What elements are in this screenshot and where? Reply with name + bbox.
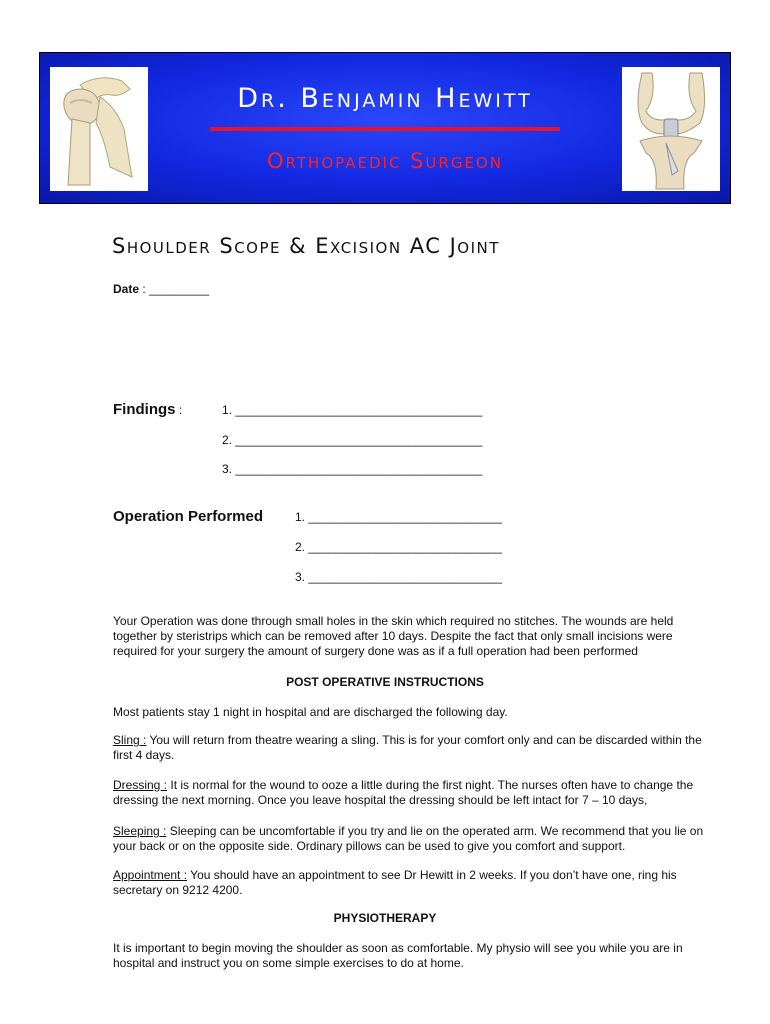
knee-joint-illustration (622, 67, 720, 191)
appointment-label: Appointment : (113, 868, 188, 882)
header-banner (39, 52, 731, 204)
page-title: Shoulder Scope & Excision AC Joint (112, 234, 500, 258)
doctor-name: Dr. Benjamin Hewitt (237, 83, 533, 114)
sleeping-paragraph (113, 824, 713, 854)
physiotherapy-heading: PHYSIOTHERAPY (333, 911, 437, 925)
findings-label-text: Findings (113, 401, 176, 418)
sleeping-text: Sleeping can be uncomfortable if you try and lie on the operated arm. We recommend that you lie on your back or on the opposite side. Ordinary pillows can be used to give you comfort and support. (113, 824, 704, 853)
findings-colon: : (175, 403, 183, 417)
operation-line-1[interactable]: 1. _____________________________ (295, 510, 502, 524)
dressing-paragraph (113, 778, 713, 808)
hospital-stay-text: Most patients stay 1 night in hospital and are discharged the following day. (113, 705, 508, 719)
appointment-paragraph (113, 868, 713, 898)
dressing-text: It is normal for the wound to ooze a little during the first night. The nurses often have to change the dressing the next morning. Once you leave hospital the dressing should be left intact for 7 – 10 days, (113, 778, 694, 807)
sling-paragraph (113, 733, 713, 763)
date-blank: : _________ (142, 282, 210, 296)
findings-line-1[interactable]: 1. _____________________________________ (222, 403, 483, 417)
red-divider (210, 127, 560, 131)
doctor-specialty: Orthopaedic Surgeon (267, 149, 503, 173)
intro-paragraph: Your Operation was done through small holes in the skin which required no stitches. The wounds are held together by steristrips which can be removed after 10 days. Despite the fact that only small incisions were required for your surgery the amount of surgery done was as if a full operation had been performed (113, 614, 674, 658)
date-field[interactable] (113, 282, 209, 296)
findings-line-3[interactable]: 3. _____________________________________ (222, 462, 483, 476)
findings-line-2[interactable]: 2. _____________________________________ (222, 433, 483, 447)
operation-line-2[interactable]: 2. _____________________________ (295, 540, 502, 554)
operation-line-3[interactable]: 3. _____________________________ (295, 570, 502, 584)
operation-label: Operation Performed (113, 508, 264, 525)
sling-label: Sling : (113, 733, 147, 747)
findings-label (113, 401, 182, 418)
physiotherapy-paragraph: It is important to begin moving the shoulder as soon as comfortable. My physio will see you while you are in hospital and instruct you on some simple exercises to do at home. (113, 941, 683, 970)
appointment-text: You should have an appointment to see Dr Hewitt in 2 weeks. If you don’t have one, ring his secretary on 9212 4200. (113, 868, 677, 897)
post-op-heading: POST OPERATIVE INSTRUCTIONS (286, 675, 484, 689)
dressing-label: Dressing : (113, 778, 168, 792)
sleeping-label: Sleeping : (113, 824, 167, 838)
date-label: Date (113, 282, 140, 296)
sling-text: You will return from theatre wearing a sling. This is for your comfort only and can be discarded within the first 4 days. (113, 733, 702, 762)
